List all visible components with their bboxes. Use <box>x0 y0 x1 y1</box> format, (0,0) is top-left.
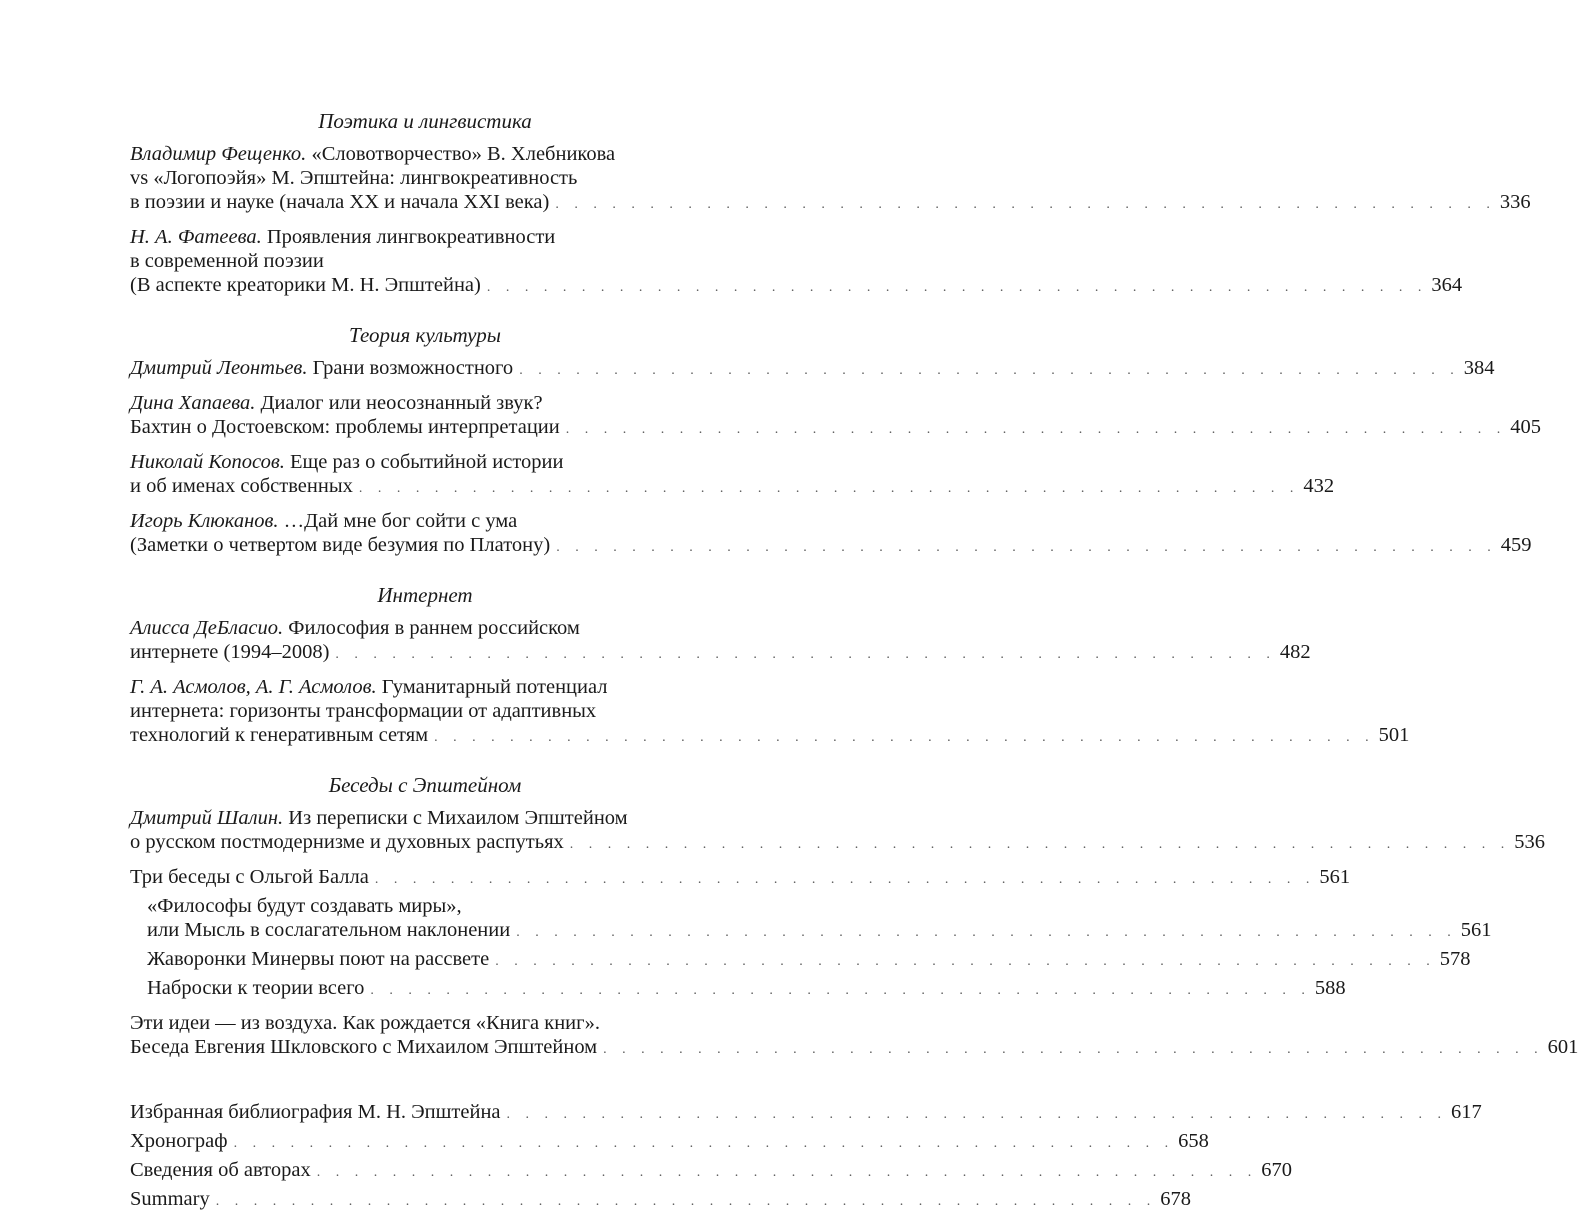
entry-author: Владимир Фещенко. <box>130 143 307 165</box>
dot-leader: . . . . . . . . . . . . . . . . . . . . . . . . . . . . . . . . . . . . . . . . . . . . . . . . . . <box>215 1194 1157 1209</box>
page-number: 617 <box>1451 1101 1482 1123</box>
entry-title-line: (В аспекте креаторики М. Н. Эпштейна) <box>130 274 481 296</box>
entry-title-line: Summary <box>130 1188 210 1210</box>
entry-title-line: в современной поэзии <box>130 250 324 272</box>
page-number: 588 <box>1314 977 1346 999</box>
entry-title-line: Диалог или неосознанный звук? <box>255 392 543 414</box>
toc-entry-shalin[interactable] <box>130 806 1546 857</box>
entry-title-line: Избранная библиография М. Н. Эпштейна <box>130 1101 501 1123</box>
entry-author: Дмитрий Шалин. <box>130 807 284 829</box>
toc-entry-balla[interactable] <box>130 865 1351 892</box>
entry-title-line: (Заметки о четвертом виде безумия по Платону) <box>130 534 551 556</box>
entry-title-line: интернета: горизонты трансформации от адаптивных <box>130 700 597 722</box>
page-number: 678 <box>1160 1188 1191 1210</box>
dot-leader: . . . . . . . . . . . . . . . . . . . . . . . . . . . . . . . . . . . . . . . . . . . . . . . . . . <box>335 647 1276 662</box>
toc-entry-summary[interactable] <box>130 1187 1191 1214</box>
toc-entry-authors[interactable] <box>130 1158 1292 1185</box>
entry-title-line: Хронограф <box>130 1130 228 1152</box>
dot-leader: . . . . . . . . . . . . . . . . . . . . . . . . . . . . . . . . . . . . . . . . . . . . . . . . . . <box>495 954 1436 969</box>
toc-entry-koposov[interactable] <box>130 450 1335 501</box>
toc-entry-khapaeva[interactable] <box>130 391 1541 442</box>
page-number: 601 <box>1547 1036 1578 1058</box>
entry-author: Дина Хапаева. <box>130 392 256 414</box>
page-number: 364 <box>1431 274 1463 296</box>
section-title-internet: Интернет <box>377 583 473 607</box>
entry-title-line: …Дай мне бог сойти с ума <box>278 510 518 532</box>
page-number: 336 <box>1499 191 1531 213</box>
dot-leader: . . . . . . . . . . . . . . . . . . . . . . . . . . . . . . . . . . . . . . . . . . . . . . . . . . <box>374 872 1316 887</box>
section-title-culture: Теория культуры <box>349 323 501 347</box>
page-number: 459 <box>1500 534 1532 556</box>
toc-entry-chronograph[interactable] <box>130 1129 1209 1156</box>
entry-title-line: Еще раз о событийной истории <box>284 451 564 473</box>
page-number: 405 <box>1510 416 1541 438</box>
dot-leader: . . . . . . . . . . . . . . . . . . . . . . . . . . . . . . . . . . . . . . . . . . . . . . . . . . <box>603 1042 1544 1057</box>
dot-leader: . . . . . . . . . . . . . . . . . . . . . . . . . . . . . . . . . . . . . . . . . . . . . . . . . . <box>565 422 1507 437</box>
entry-author: Алисса ДеБласио. <box>130 617 284 639</box>
entry-author: Дмитрий Леонтьев. <box>130 357 308 379</box>
entry-title-line: Жаворонки Минервы поют на рассвете <box>147 948 490 970</box>
page-number: 384 <box>1463 357 1495 379</box>
toc-entry-asmolov[interactable] <box>130 675 1410 750</box>
entry-title-line: Гуманитарный потенциал <box>376 676 608 698</box>
entry-title-line: vs «Логопоэйя» М. Эпштейна: лингвокреативность <box>130 167 578 189</box>
entry-title-line: Наброски к теории всего <box>147 977 365 999</box>
toc-entry-ideas-from-air[interactable] <box>130 1011 1578 1062</box>
entry-author: Г. А. Асмолов, А. Г. Асмолов. <box>130 676 377 698</box>
entry-title-line: Проявления лингвокреативности <box>261 226 556 248</box>
dot-leader: . . . . . . . . . . . . . . . . . . . . . . . . . . . . . . . . . . . . . . . . . . . . . . . . . . <box>316 1165 1258 1180</box>
toc-entry-deblasio[interactable] <box>130 616 1311 667</box>
dot-leader: . . . . . . . . . . . . . . . . . . . . . . . . . . . . . . . . . . . . . . . . . . . . . . . . . . <box>555 197 1496 212</box>
toc-entry-leontiev[interactable] <box>130 356 1495 383</box>
page-number: 501 <box>1378 724 1410 746</box>
page-number: 670 <box>1261 1159 1292 1181</box>
page-number: 432 <box>1303 475 1335 497</box>
page-number: 536 <box>1514 831 1546 853</box>
entry-title-line: интернете (1994–2008) <box>130 641 330 663</box>
entry-title-line: технологий к генеративным сетям <box>130 724 429 746</box>
entry-title-line: «Словотворчество» В. Хлебникова <box>306 143 616 165</box>
section-title-talks: Беседы с Эпштейном <box>328 773 522 797</box>
toc-entry-bibliography[interactable] <box>130 1100 1482 1127</box>
entry-title-line: о русском постмодернизме и духовных распутьях <box>130 831 564 853</box>
entry-title-line: и об именах собственных <box>130 475 353 497</box>
dot-leader: . . . . . . . . . . . . . . . . . . . . . . . . . . . . . . . . . . . . . . . . . . . . . . . . . . <box>556 540 1497 555</box>
entry-title-line: «Философы будут создавать миры», <box>147 895 462 917</box>
entry-title-line: в поэзии и науке (начала XX и начала XXI века) <box>130 191 550 213</box>
page-number: 658 <box>1178 1130 1209 1152</box>
page-number: 561 <box>1460 919 1492 941</box>
dot-leader: . . . . . . . . . . . . . . . . . . . . . . . . . . . . . . . . . . . . . . . . . . . . . . . . . . <box>358 481 1300 496</box>
page-number: 578 <box>1439 948 1471 970</box>
entry-title-line: Из переписки с Михаилом Эпштейном <box>283 807 628 829</box>
dot-leader: . . . . . . . . . . . . . . . . . . . . . . . . . . . . . . . . . . . . . . . . . . . . . . . . . . <box>516 925 1457 940</box>
entry-title-line: Бахтин о Достоевском: проблемы интерпретации <box>130 416 560 438</box>
entry-author: Н. А. Фатеева. <box>130 226 262 248</box>
toc-entry-fateeva[interactable] <box>130 225 1463 300</box>
entry-author: Игорь Клюканов. <box>130 510 279 532</box>
dot-leader: . . . . . . . . . . . . . . . . . . . . . . . . . . . . . . . . . . . . . . . . . . . . . . . . . . <box>506 1107 1448 1122</box>
dot-leader: . . . . . . . . . . . . . . . . . . . . . . . . . . . . . . . . . . . . . . . . . . . . . . . . . . <box>434 730 1375 745</box>
dot-leader: . . . . . . . . . . . . . . . . . . . . . . . . . . . . . . . . . . . . . . . . . . . . . . . . . . <box>233 1136 1175 1151</box>
entry-title-line: Сведения об авторах <box>130 1159 311 1181</box>
entry-title-line: Беседа Евгения Шкловского с Михаилом Эпштейном <box>130 1036 598 1058</box>
page-number: 482 <box>1279 641 1311 663</box>
toc-subentry-sketches[interactable] <box>130 976 1346 1003</box>
entry-title-line: или Мысль в сослагательном наклонении <box>147 919 511 941</box>
entry-author: Николай Копосов. <box>130 451 285 473</box>
entry-title-line: Грани возможностного <box>307 357 514 379</box>
dot-leader: . . . . . . . . . . . . . . . . . . . . . . . . . . . . . . . . . . . . . . . . . . . . . . . . . . <box>370 983 1311 998</box>
dot-leader: . . . . . . . . . . . . . . . . . . . . . . . . . . . . . . . . . . . . . . . . . . . . . . . . . . <box>519 363 1460 378</box>
toc-subentry-philosophers[interactable] <box>130 894 1492 945</box>
toc-entry-feschenko[interactable] <box>130 142 1531 217</box>
dot-leader: . . . . . . . . . . . . . . . . . . . . . . . . . . . . . . . . . . . . . . . . . . . . . . . . . . <box>486 280 1428 295</box>
toc-entry-klyukanov[interactable] <box>130 509 1532 560</box>
entry-title-line: Эти идеи — из воздуха. Как рождается «Книга книг». <box>130 1012 600 1034</box>
entry-title-line: Философия в раннем российском <box>283 617 580 639</box>
entry-title-line: Три беседы с Ольгой Балла <box>130 866 369 888</box>
table-of-contents <box>130 108 1578 1216</box>
dot-leader: . . . . . . . . . . . . . . . . . . . . . . . . . . . . . . . . . . . . . . . . . . . . . . . . . . <box>569 837 1511 852</box>
section-title-poetics: Поэтика и лингвистика <box>318 109 532 133</box>
page-number: 561 <box>1319 866 1351 888</box>
toc-subentry-larks[interactable] <box>130 947 1471 974</box>
